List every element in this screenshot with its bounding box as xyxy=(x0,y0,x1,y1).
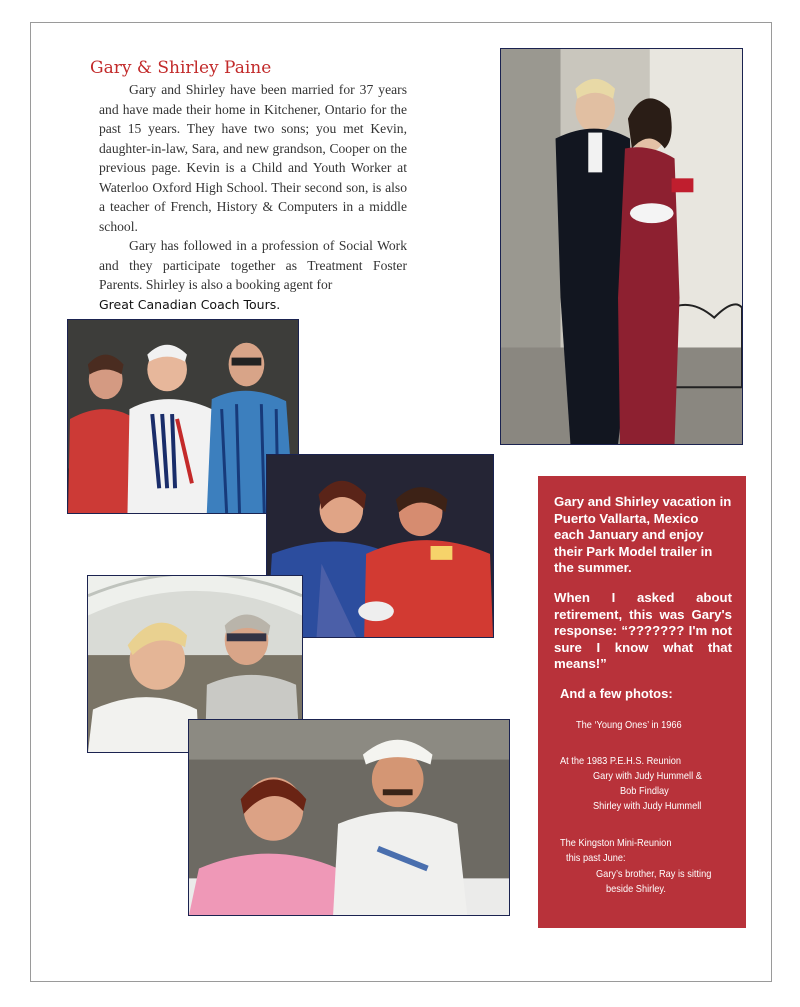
article-paragraph-2 xyxy=(99,236,407,314)
photo-young-ones-1966 xyxy=(500,48,743,445)
caption-young-ones: The ‘Young Ones’ in 1966 xyxy=(576,719,682,731)
caption-ray-line2: beside Shirley. xyxy=(606,883,666,895)
caption-gary-judy-line1: Gary with Judy Hummell & xyxy=(593,770,702,782)
article-paragraph-2-end: Great Canadian Coach Tours. xyxy=(99,296,281,312)
sidebar-photos-heading: And a few photos: xyxy=(560,686,673,701)
sidebar-panel xyxy=(538,476,746,928)
caption-1983-reunion: At the 1983 P.E.H.S. Reunion xyxy=(560,755,682,767)
article-body xyxy=(99,80,407,314)
photo-1983-reunion-gary-judy-bob xyxy=(67,319,299,514)
caption-kingston-line2: this past June: xyxy=(566,852,626,864)
caption-gary-judy-line2: Bob Findlay xyxy=(620,785,669,797)
article-paragraph-1: Gary and Shirley have been married for 37 years and have made their home in Kitchener, Ontario for the past 15 years. They have two sons; you met Kevin, daughter-in-law, Sara, and new grandson, Cooper on the previous page. Kevin is a Child and Youth Worker at Waterloo Oxford High School. Their second son, is also a teacher of French, History & Computers in a middle school. xyxy=(99,82,407,234)
sidebar-paragraph-1: Gary and Shirley vacation in Puerto Vallarta, Mexico each January and enjoy their Park Model trailer in the summer. xyxy=(554,494,732,575)
photo-kingston-gary-ray-shirley xyxy=(188,719,510,916)
caption-shirley-judy: Shirley with Judy Hummell xyxy=(593,800,702,812)
sidebar-paragraph-2: When I asked about retirement, this was Gary's response: “??????? I'm not sure I know what that means!” xyxy=(554,590,732,671)
caption-kingston-line1: The Kingston Mini-Reunion xyxy=(560,837,672,849)
caption-ray-line1: Gary’s brother, Ray is sitting xyxy=(596,868,712,880)
article-paragraph-2-text: Gary has followed in a profession of Social Work and they participate together as Treatment Foster Parents. Shirley is also a booking agent for xyxy=(99,238,407,292)
article-title: Gary & Shirley Paine xyxy=(90,58,272,78)
